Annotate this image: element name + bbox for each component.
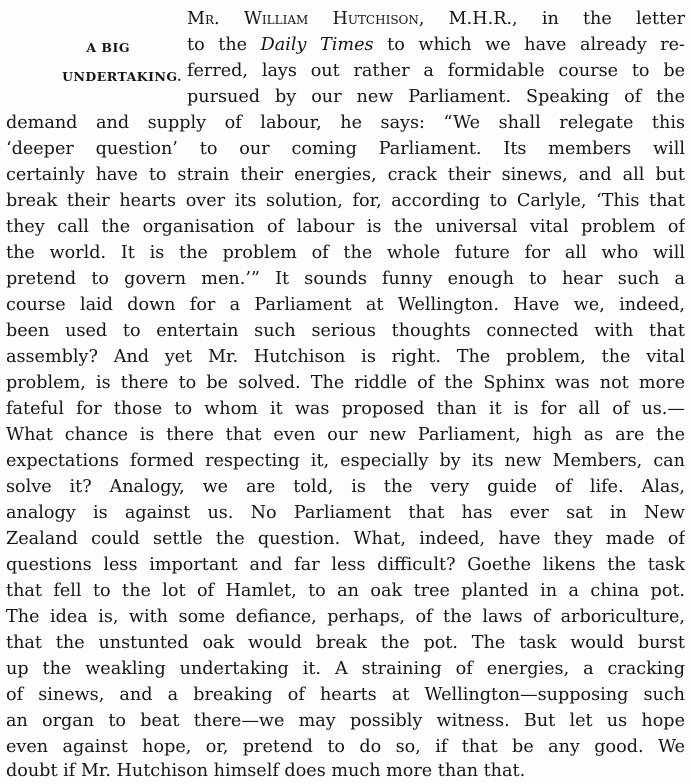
- text-line: The idea is, with some defiance, perhaps, of the laws of arboriculture,: [6, 607, 685, 627]
- text-line: expectations formed respecting it, especially by its new Members, can: [6, 451, 685, 471]
- text-line: to the Daily Times to which we have already re-: [187, 35, 685, 55]
- text-line: problem, is there to be solved. The riddle of the Sphinx was not more: [6, 373, 685, 393]
- text-line: pretend to govern men.’” It sounds funny enough to hear such a: [6, 269, 685, 289]
- text-line: break their hearts over its solution, for, according to Carlyle, ‘This that: [6, 191, 685, 211]
- text-line: solve it? Analogy, we are told, is the very guide of life. Alas,: [6, 477, 685, 497]
- text-line: ferred, lays out rather a formidable course to be: [187, 61, 685, 81]
- margin-heading: [4, 33, 184, 91]
- text-line: they call the organisation of labour is the universal vital problem of: [6, 217, 685, 237]
- text-line: Zealand could settle the question. What, indeed, have they made of: [6, 529, 685, 549]
- text-line: certainly have to strain their energies, crack their sinews, and all but: [6, 165, 685, 185]
- text-line: assembly? And yet Mr. Hutchison is right. The problem, the vital: [6, 347, 685, 367]
- text-line: analogy is against us. No Parliament that has ever sat in New: [6, 503, 685, 523]
- text-line: up the weakling undertaking it. A straining of energies, a cracking: [6, 659, 685, 679]
- author-name: Mr. William Hutchison, M.H.R.: [187, 9, 513, 29]
- text-line: the world. It is the problem of the whole future for all who will: [6, 243, 685, 263]
- text-line: that the unstunted oak would break the pot. The task would burst: [6, 633, 685, 653]
- text-line: Mr. William Hutchison, M.H.R., in the letter: [187, 9, 685, 29]
- text-line: demand and supply of labour, he says: “We shall relegate this: [6, 113, 685, 133]
- margin-heading-line-1: A BIG: [86, 40, 130, 55]
- text-line: ‘deeper question’ to our coming Parliament. Its members will: [6, 139, 685, 159]
- margin-heading-line-2: UNDERTAKING.: [62, 69, 182, 84]
- text-line: even against hope, or, pretend to do so, if that be any good. We: [6, 737, 685, 757]
- text-line: doubt if Mr. Hutchison himself does much more than that.: [6, 761, 526, 781]
- text-line: questions less important and far less difficult? Goethe likens the task: [6, 555, 685, 575]
- text-line: that fell to the lot of Hamlet, to an oak tree planted in a china pot.: [6, 581, 685, 601]
- newspaper-name: Daily Times: [260, 35, 374, 55]
- text-line: fateful for those to whom it was proposed than it is for all of us.—: [6, 399, 685, 419]
- text-line: of sinews, and a breaking of hearts at Wellington—supposing such: [6, 685, 685, 705]
- text-line: What chance is there that even our new Parliament, high as are the: [6, 425, 685, 445]
- text-line: pursued by our new Parliament. Speaking of the: [187, 87, 685, 107]
- text-line: course laid down for a Parliament at Wellington. Have we, indeed,: [6, 295, 685, 315]
- text-line: an organ to beat there—we may possibly witness. But let us hope: [6, 711, 685, 731]
- text-line: been used to entertain such serious thoughts connected with that: [6, 321, 685, 341]
